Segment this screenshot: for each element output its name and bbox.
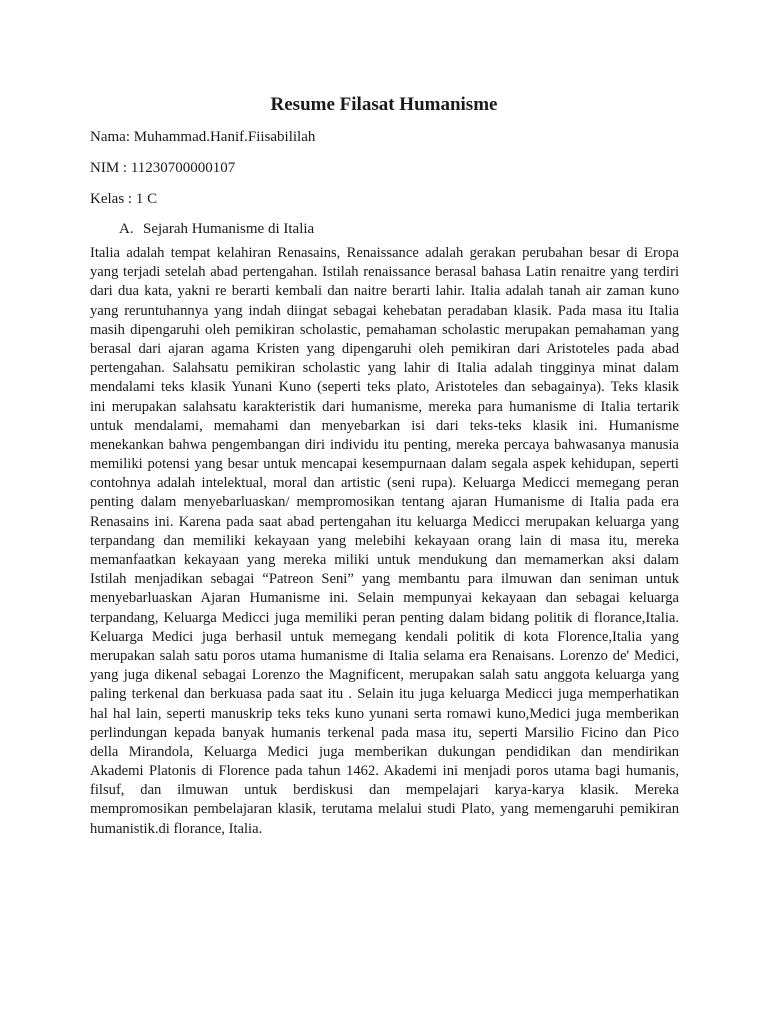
paragraph-line: memanfaatkan kekayaan yang mereka miliki untuk mendukung dan memamerkan aksi dalam — [90, 552, 679, 568]
paragraph-line: Renasains ini. Karena pada saat abad pertengahan itu keluarga Medicci merupakan keluarga yang — [90, 513, 679, 530]
paragraph-line: ini merupakan salahsatu karakteristik dari humanisme, mereka para humanisme di Italia tertarik — [90, 398, 679, 415]
body-paragraph — [90, 244, 679, 839]
paragraph-line: mendalami teks klasik Yunani Kuno (seperti teks plato, Aristoteles dan sebagainya). Teks klasik — [90, 379, 679, 396]
student-name-line: Nama: Muhammad.Hanif.Fiisabililah — [90, 129, 316, 145]
paragraph-line: yang terjadi setelah abad pertengahan. Istilah renaissance berasal bahasa Latin renaitre yang terdiri — [90, 264, 679, 281]
paragraph-line: della Mirandola, Keluarga Medici juga memberikan dukungan pendidikan dan mendirikan — [90, 743, 679, 760]
paragraph-line: perlindungan kepada banyak humanis terkenal pada masa itu, seperti Marsilio Ficino dan Pico — [90, 724, 679, 741]
paragraph-line: Istilah menjadikan sebagai “Patreon Seni” yang membantu para ilmuwan dan seniman untuk — [90, 571, 679, 588]
paragraph-line: paling terkenal dan berkuasa pada saat itu . Selain itu juga keluarga Medicci juga memperhatikan — [90, 686, 679, 703]
paragraph-line: terpandang, Keluarga Medicci juga memiliki peran penting dalam bidang politik di florance,Italia. — [90, 609, 679, 626]
paragraph-line: berasal dari ajaran agama Kristen yang dipengaruhi oleh pemikiran dari Aristoteles pada abad — [90, 340, 679, 357]
section-heading-text: Sejarah Humanisme di Italia — [143, 221, 315, 237]
paragraph-line: filsuf, dan ilmuwan untuk berdiskusi dan mempelajari karya-karya klasik. Mereka — [90, 782, 679, 799]
paragraph-line: terpandang dan memiliki kekayaan yang melebihi kekayaan orang lain di masa itu, mereka — [90, 532, 679, 549]
document-title: Resume Filasat Humanisme — [270, 94, 498, 115]
student-class-line: Kelas : 1 C — [90, 191, 158, 207]
paragraph-line: yang reruntuhannya yang indah diingat sebagai kehebatan peradaban klasik. Pada masa itu Italia — [90, 302, 679, 319]
paragraph-line: dari dua kata, yakni re berarti kembali dan naitre berarti lahir. Italia adalah tanah air zaman kuno — [90, 283, 679, 300]
paragraph-line: memiliki potensi yang besar untuk mencapai kesempurnaan dalam segala aspek kehidupan, seperti — [90, 456, 679, 473]
paragraph-line: hal hal lain, seperti manuskrip teks teks kuno yunani serta romawi kuno,Medici juga memberikan — [90, 705, 679, 722]
paragraph-line: menekankan bahwa pengembangan diri individu itu penting, mereka percaya bahwasanya manusia — [90, 436, 679, 453]
paragraph-line: masih dipengaruhi oleh pemikiran scholastic, pemahaman scholastic merupakan pemahaman yang — [90, 321, 679, 338]
paragraph-line: Italia adalah tempat kelahiran Renasains, Renaissance adalah gerakan perubahan besar di Eropa — [90, 245, 679, 261]
paragraph-line: untuk mendalami, memahami dan menyebarkan isi dari teks-teks klasik ini. Humanisme — [90, 417, 679, 434]
paragraph-line: contohnya adalah intelektual, moral dan artistic (seni rupa). Keluarga Medicci memegang peran — [90, 475, 679, 492]
paragraph-line: mempromosikan pembelajaran klasik, terutama melalui studi Plato, yang memengaruhi pemikiran — [90, 801, 679, 818]
paragraph-line: Akademi Platonis di Florence pada tahun 1462. Akademi ini menjadi poros utama bagi humanis, — [90, 763, 679, 780]
paragraph-line: yang juga dikenal sebagai Lorenzo the Magnificent, merupakan salah satu anggota keluarga yang — [90, 667, 679, 684]
section-marker: A. — [119, 221, 134, 237]
paragraph-line: menyebarluaskan Ajaran Humanisme ini. Selain mempunyai kekayaan dan sebagai keluarga — [90, 590, 679, 607]
paragraph-line: merupakan salah satu poros utama humanisme di Italia selama era Renaisans. Lorenzo de' Medici, — [90, 647, 679, 664]
paragraph-line: Keluarga Medici juga berhasil untuk memegang kendali politik di kota Florence,Italia yang — [90, 628, 679, 645]
paragraph-line: humanistik.di florance, Italia. — [90, 820, 263, 837]
paragraph-line: pertengahan. Salahsatu pemikiran scholastic yang lahir di Italia adalah tingginya minat dalam — [90, 360, 679, 377]
section-heading — [119, 219, 314, 239]
student-nim-line: NIM : 11230700000107 — [90, 160, 236, 176]
paragraph-line: penting dalam menyebarluaskan/ mempromosikan tentang ajaran Humanisme di Italia pada era — [90, 494, 679, 511]
